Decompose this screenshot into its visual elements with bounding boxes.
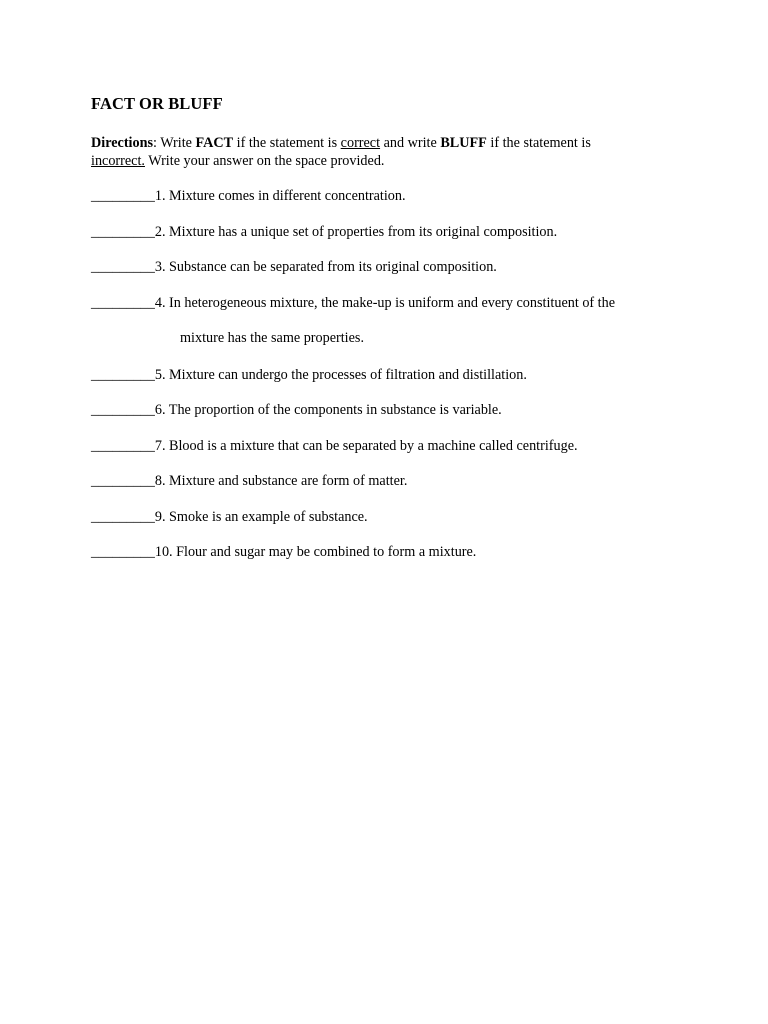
directions-bluff-word: BLUFF	[440, 135, 487, 151]
question-item-8	[91, 473, 407, 490]
directions-paragraph	[91, 135, 651, 170]
question-item-5	[91, 367, 527, 384]
question-text: 3. Substance can be separated from its original composition.	[154, 259, 497, 275]
directions-label: Directions	[91, 135, 153, 151]
question-item-10	[91, 544, 476, 561]
directions-text-3: and write	[380, 135, 441, 151]
directions-correct-word: correct	[340, 135, 381, 151]
question-text-continuation: mixture has the same properties.	[180, 330, 364, 346]
answer-blank[interactable]: _________	[91, 295, 155, 311]
directions-text-4: if the statement is	[486, 135, 591, 151]
question-text: 6. The proportion of the components in substance is variable.	[154, 402, 502, 418]
question-text: 7. Blood is a mixture that can be separated by a machine called centrifuge.	[154, 438, 578, 454]
question-item-6	[91, 402, 502, 419]
answer-blank[interactable]: _________	[91, 367, 155, 383]
answer-blank[interactable]: _________	[91, 509, 155, 525]
question-text: 2. Mixture has a unique set of properties from its original composition.	[154, 224, 558, 240]
question-item-9	[91, 509, 368, 526]
page-title: FACT OR BLUFF	[91, 94, 223, 113]
answer-blank[interactable]: _________	[91, 438, 155, 454]
question-item-7	[91, 438, 578, 455]
question-item-2	[91, 224, 557, 241]
answer-blank[interactable]: _________	[91, 402, 155, 418]
answer-blank[interactable]: _________	[91, 259, 155, 275]
question-text: 9. Smoke is an example of substance.	[154, 509, 368, 525]
answer-blank[interactable]: _________	[91, 224, 155, 240]
answer-blank[interactable]: _________	[91, 188, 155, 204]
question-text: 8. Mixture and substance are form of matter.	[154, 473, 408, 489]
question-text: 5. Mixture can undergo the processes of filtration and distillation.	[154, 367, 527, 383]
question-item-1	[91, 188, 406, 205]
directions-incorrect-word: incorrect.	[91, 152, 145, 169]
question-item-4	[91, 295, 615, 347]
directions-text-2: if the statement is	[233, 135, 341, 151]
answer-blank[interactable]: _________	[91, 544, 155, 560]
question-text: 4. In heterogeneous mixture, the make-up is uniform and every constituent of the	[154, 295, 616, 311]
directions-text-5: Write your answer on the space provided.	[144, 152, 385, 169]
question-text: 1. Mixture comes in different concentration.	[154, 188, 406, 204]
directions-fact-word: FACT	[195, 135, 234, 151]
directions-text-1: : Write	[153, 135, 196, 151]
question-text: 10. Flour and sugar may be combined to form a mixture.	[154, 544, 477, 560]
answer-blank[interactable]: _________	[91, 473, 155, 489]
question-item-3	[91, 259, 497, 276]
